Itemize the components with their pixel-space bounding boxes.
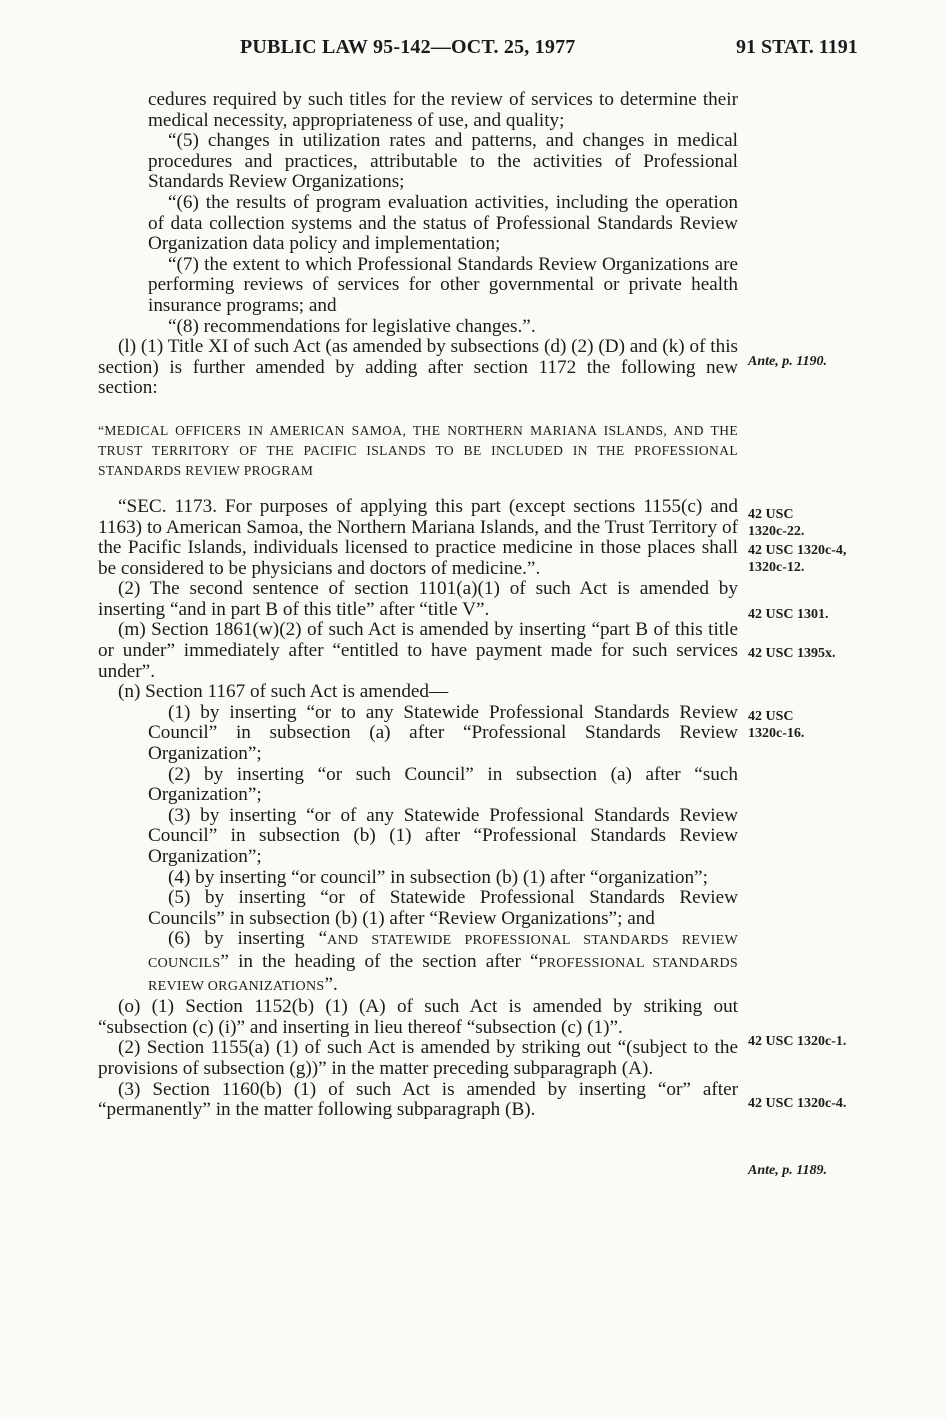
paragraph: (3) Section 1160(b) (1) of such Act is amended by inserting “or” after “permanently” in the matter following subparagraph (B). xyxy=(98,1078,738,1121)
text-run: ” in the heading of the section after “ xyxy=(220,950,539,972)
list-item: (5) by inserting “or of Statewide Professional Standards Review Councils” in subsection (b) (1) after “Review Organizations”; and xyxy=(148,887,738,929)
paragraph: “(7) the extent to which Professional Standards Review Organizations are performing reviews of services for other governmental or private health insurance programs; and xyxy=(148,253,738,316)
list-item: (4) by inserting “or council” in subsection (b) (1) after “organization”; xyxy=(168,866,708,888)
paragraph: (o) (1) Section 1152(b) (1) (A) of such Act is amended by striking out “subsection (c) (i)” and inserting in lieu thereof “subsection (c) (1)”. xyxy=(98,996,738,1038)
margin-note: 42 USC 1395x. xyxy=(748,646,836,661)
statute-page-number: 91 STAT. 1191 xyxy=(736,36,858,58)
list-item: (2) by inserting “or such Council” in subsection (a) after “such Organization”; xyxy=(148,763,738,806)
paragraph: (n) Section 1167 of such Act is amended— xyxy=(118,681,449,703)
margin-note-text: Ante, p. 1190. xyxy=(748,354,827,369)
paragraph: (m) Section 1861(w)(2) of such Act is amended by inserting “part B of this title or under” immediately after “entitled to have payment made for such services under”. xyxy=(98,619,738,682)
small-caps-run: PROFESSIONAL STANDARDS REVIEW ORGANIZATIONS xyxy=(148,955,738,994)
paragraph: (l) (1) Title XI of such Act (as amended by subsections (d) (2) (D) and (k) of this section) is further amended by adding after section 1172 the following new section: xyxy=(98,336,738,399)
paragraph: (2) The second sentence of section 1101(a)(1) of such Act is amended by inserting “and in part B of this title” after “title V”. xyxy=(98,578,738,620)
margin-note: 42 USC 1320c-4, 1320c-12. xyxy=(748,543,847,575)
list-item xyxy=(98,929,738,997)
text-run: ”. xyxy=(324,973,338,995)
paragraph: “SEC. 1173. For purposes of applying this part (except sections 1155(c) and 1163) to American Samoa, the Northern Mariana Islands, and the Trust Territory of the Pacific Islands, individuals licensed to practice medicine in those places shall be considered to be physicians and doctors of medicine.”. xyxy=(98,495,738,579)
margin-note xyxy=(748,1162,938,1179)
margin-note xyxy=(748,353,938,370)
text-run: (6) by inserting “ xyxy=(168,928,328,950)
margin-note-text: Ante, p. 1189. xyxy=(748,1163,827,1178)
page-header xyxy=(0,36,947,66)
paragraph: “(5) changes in utilization rates and patterns, and changes in medical procedures and practices, attributable to the activities of Professional Standards Review Organizations; xyxy=(148,130,738,193)
paragraph: “(8) recommendations for legislative changes.”. xyxy=(168,315,536,337)
margin-note: 42 USC 1301. xyxy=(748,607,829,622)
margin-note: 42 USC 1320c-22. xyxy=(748,507,805,539)
document-body xyxy=(98,90,738,1121)
margin-note: 42 USC 1320c-4. xyxy=(748,1096,847,1111)
list-item: (1) by inserting “or to any Statewide Professional Standards Review Council” in subsection (a) after “Professional Standards Review Organization”; xyxy=(148,701,738,765)
paragraph: cedures required by such titles for the review of services to determine their medical necessity, appropriateness of use, and quality; xyxy=(148,89,738,131)
paragraph: “(6) the results of program evaluation activities, including the operation of data collection systems and the status of Professional Standards Review Organization data policy and implementation; xyxy=(148,191,738,255)
small-caps-run: AND STATEWIDE PROFESSIONAL STANDARDS REVIEW COUNCILS xyxy=(148,933,738,971)
list-item: (3) by inserting “or of any Statewide Professional Standards Review Council” in subsection (b) (1) after “Professional Standards Review Organization”; xyxy=(148,804,738,867)
paragraph: (2) Section 1155(a) (1) of such Act is amended by striking out “(subject to the provisions of subsection (g))” in the matter preceding subparagraph (A). xyxy=(98,1037,738,1079)
margin-note: 42 USC 1320c-16. xyxy=(748,709,805,741)
margin-note: 42 USC 1320c-1. xyxy=(748,1034,847,1049)
section-heading: “MEDICAL OFFICERS IN AMERICAN SAMOA, THE NORTHERN MARIANA ISLANDS, AND THE TRUST TERRITORY OF THE PACIFIC ISLANDS TO BE INCLUDED IN THE PROFESSIONAL STANDARDS REVIEW PROGRAM xyxy=(98,422,738,478)
page-title: PUBLIC LAW 95-142—OCT. 25, 1977 xyxy=(240,36,576,58)
